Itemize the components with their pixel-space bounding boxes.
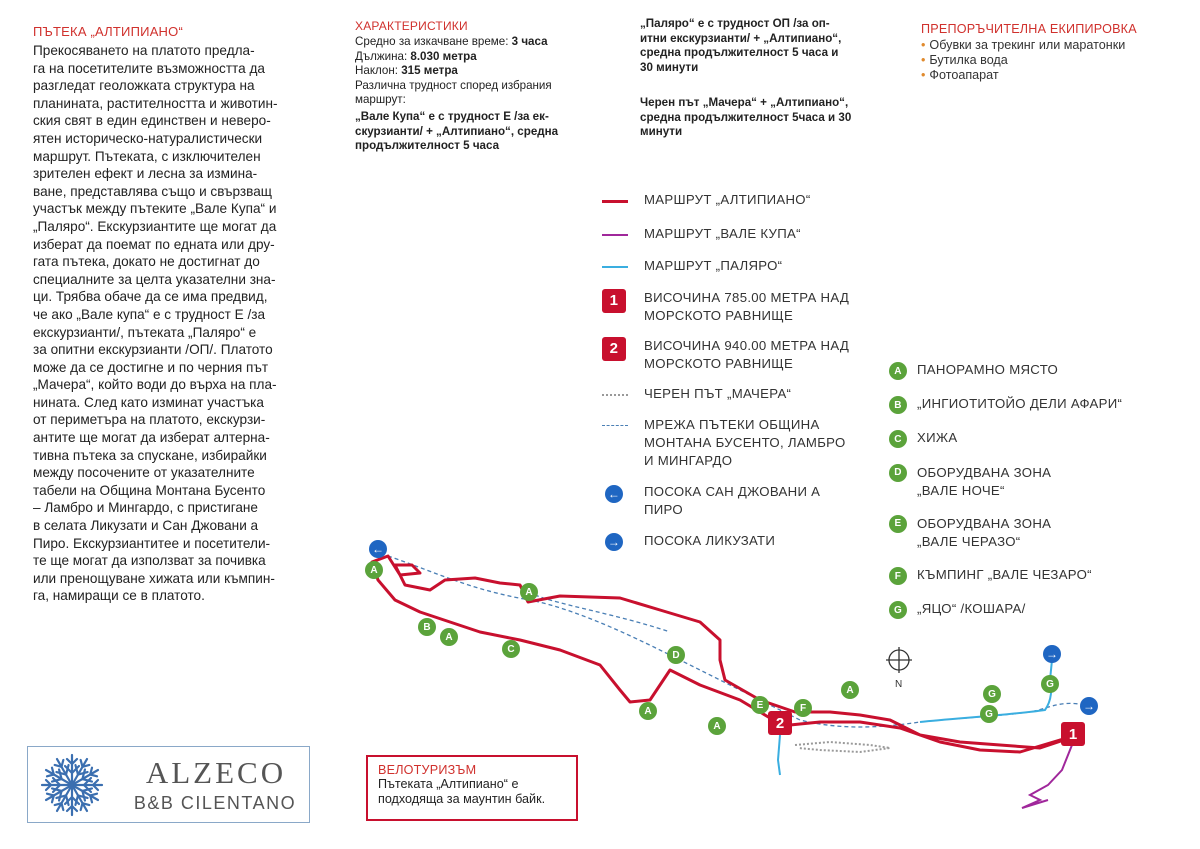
poi-label: „ЯЦО“ /КОШАРА/ (917, 601, 1026, 616)
route-info-line: продължителност 5 часа (355, 139, 500, 153)
legend-label: МАРШРУТ „АЛТИПИАНО“ (644, 192, 811, 207)
map-arrow-right-icon: → (1043, 645, 1061, 663)
avg-time-label: Средно за изкачване време: (355, 35, 512, 48)
peak-2-badge-icon: 2 (602, 337, 626, 361)
equipment-item: • Обувки за трекинг или маратонки (921, 38, 1125, 53)
description-line: за опитни екскурзианти /ОП/. Платото (33, 342, 273, 358)
logo-name: ALZECO (145, 755, 287, 790)
poi-label: ОБОРУДВАНА ЗОНА (917, 516, 1052, 531)
network-trail (535, 595, 670, 632)
poi-c-icon: C (889, 430, 907, 448)
specs-title: ХАРАКТЕРИСТИКИ (355, 19, 468, 33)
route-info-line: средна продължителност 5 часа и (640, 46, 839, 60)
length-label: Дължина: (355, 49, 411, 63)
map-marker-d: D (667, 646, 685, 664)
legend-label: ПОСОКА САН ДЖОВАНИ А (644, 484, 821, 499)
peak-1-badge-icon: 1 (602, 289, 626, 313)
equipment-item: • Бутилка вода (921, 53, 1125, 68)
legend-label: ВИСОЧИНА 940.00 МЕТРА НАД (644, 338, 850, 353)
route-info-line: Черен път „Мачера“ + „Алтипиано“, (640, 96, 849, 109)
logo-subtitle: B&B CILENTANO (133, 793, 297, 813)
description-line: антите ще могат да изберат алтерна- (33, 430, 270, 446)
legend-label: ВИСОЧИНА 785.00 МЕТРА НАД (644, 290, 850, 305)
avg-time-value: 3 часа (511, 35, 548, 48)
description-line: изберат да поемат по едната или дру- (33, 236, 275, 252)
cycling-box (366, 755, 578, 821)
map-marker-g: G (1041, 675, 1059, 693)
legend-label: ПОСОКА ЛИКУЗАТИ (644, 533, 776, 548)
cycling-line: подходяща за маунтин байк. (378, 792, 546, 806)
legend-label: ПИРО (644, 502, 683, 517)
map-arrow-right-icon: → (1080, 697, 1098, 715)
description-line: планината, растителността и животин- (33, 95, 278, 111)
poi-d-icon: D (889, 464, 907, 482)
length-value: 8.030 метра (410, 49, 477, 63)
map-marker-a: A (639, 702, 657, 720)
description-line: – Ламбро и Мингардо, с пристигане (33, 500, 258, 516)
slope-label: Наклон: (355, 64, 402, 78)
legend-label: МАРШРУТ „ПАЛЯРО“ (644, 258, 783, 273)
poi-label: КЪМПИНГ „ВАЛЕ ЧЕЗАРО“ (917, 567, 1092, 582)
cycling-text (378, 777, 566, 807)
map-arrow-left-icon: ← (369, 540, 387, 558)
map-marker-c: C (502, 640, 520, 658)
slope-value: 315 метра (401, 64, 458, 78)
poi-label: ХИЖА (917, 430, 958, 445)
description-line: в селата Ликузати и Сан Джовани а (33, 518, 259, 534)
description-line: ския свят в един единствен и неверо- (33, 113, 271, 129)
poi-label: „ВАЛЕ НОЧЕ“ (917, 483, 1005, 498)
description-line: Пиро. Екскурзиантитее и посетители- (33, 535, 271, 551)
description-line: га, намиращи се в платото. (33, 588, 205, 604)
poi-a-icon: A (889, 362, 907, 380)
map-marker-a: A (520, 583, 538, 601)
vale-kupa-trail (1022, 745, 1072, 808)
poi-label: ПАНОРАМНО МЯСТО (917, 362, 1059, 377)
cycling-title: ВЕЛОТУРИЗЪМ (378, 763, 477, 777)
map-peak-1-badge: 1 (1061, 722, 1085, 746)
description-line: че ако „Вале купа“ е с трудност Е /за (33, 306, 266, 322)
machera-road (795, 742, 890, 752)
map-peak-2-badge: 2 (768, 711, 792, 735)
poi-g-icon: G (889, 601, 907, 619)
description-line: зрителен ефект и лесна за изминa- (33, 166, 258, 182)
palyaro-trail (778, 735, 780, 775)
poi-label: „ИНГИОТИТОЙО ДЕЛИ АФАРИ“ (917, 396, 1123, 411)
arrow-left-icon: ← (605, 485, 623, 503)
description-line: табели на Община Монтана Бусенто (33, 482, 266, 498)
description-line: специалните за целта указателни зна- (33, 271, 276, 287)
route-info-line: „Паляро“ е с трудност ОП /за оп- (640, 17, 830, 30)
map-marker-a: A (440, 628, 458, 646)
route-info-line: „Вале Купа“ е с трудност Е /за ек- (355, 109, 549, 123)
description-line: между посочените от указателните (33, 465, 255, 481)
description-line: разгледат геоложката структура на (33, 78, 255, 94)
poi-b-icon: B (889, 396, 907, 414)
map-marker-a: A (365, 561, 383, 579)
map-marker-a: A (841, 681, 859, 699)
route-info-line: 30 минути (640, 60, 699, 74)
description-line: от периметъра на платото, екскурзи- (33, 412, 266, 428)
map-marker-b: B (418, 618, 436, 636)
arrow-right-icon: → (605, 533, 623, 551)
description-line: Прекосяването на платото предла- (33, 43, 255, 58)
legend-label: МОНТАНА БУСЕНТО, ЛАМБРО (644, 435, 846, 450)
route-info-line: минути (640, 125, 683, 139)
map-marker-a: A (708, 717, 726, 735)
description-line: ятен историческо-натуралистически (33, 130, 263, 146)
map-marker-f: F (794, 699, 812, 717)
poi-f-icon: F (889, 567, 907, 585)
description-line: маршрут. Пътеката, с изключителен (33, 148, 261, 164)
legend-label: МРЕЖА ПЪТЕКИ ОБЩИНА (644, 417, 820, 432)
poi-e-icon: E (889, 515, 907, 533)
map-marker-e: E (751, 696, 769, 714)
description-line: тивна пътека за спускане, избирайки (33, 447, 267, 463)
cycling-line: Пътеката „Алтипиано“ е (378, 777, 519, 791)
difficulty-text: Различна трудност според избрания (355, 78, 552, 92)
description-line: га на посетителите възможността да (33, 60, 265, 76)
equipment-title: ПРЕПОРЪЧИТЕЛНА ЕКИПИРОВКА (921, 22, 1137, 36)
legend-label: И МИНГАРДО (644, 453, 733, 468)
poi-label: ОБОРУДВАНА ЗОНА (917, 465, 1052, 480)
description-line: нината. След като изминат участъка (33, 394, 264, 410)
map-marker-g: G (983, 685, 1001, 703)
description-line: „Мачера“, който води до върха на пла- (33, 377, 277, 393)
north-label: N (895, 679, 903, 690)
route-info-line: средна продължителност 5часа и 30 (640, 110, 852, 124)
description-line: гата пътека, докато не достигнат до (33, 254, 260, 270)
difficulty-text: маршрут: (355, 93, 406, 107)
equipment-item: • Фотоапарат (921, 68, 1125, 83)
compass-icon (886, 647, 912, 673)
map-marker-g: G (980, 705, 998, 723)
legend-label: ЧЕРЕН ПЪТ „МАЧЕРА“ (644, 386, 792, 401)
description-line: или пренощуване хижата или къмпин- (33, 570, 275, 586)
description-line: „Паляро“. Екскурзиантите ще могат да (33, 218, 277, 234)
legend-label: МОРСКОТО РАВНИЩЕ (644, 308, 794, 323)
route-info-line: скурзианти/ + „Алтипиано“, средна (355, 124, 559, 138)
description-line: участък между пътеките „Вале Купа“ и (33, 201, 277, 217)
description-line: ци. Трябва обаче да се има предвид, (33, 289, 268, 305)
description-line: може да се достигне и по черния път (33, 359, 269, 375)
legend-label: МОРСКОТО РАВНИЩЕ (644, 356, 794, 371)
description-line: ване, представлява също и свързващ (33, 183, 272, 199)
description-line: екскурзианти/, пътеката „Паляро“ е (33, 324, 257, 340)
trail-title: ПЪТЕКА „АЛТИПИАНО“ (33, 24, 183, 39)
legend-label: МАРШРУТ „ВАЛЕ КУПА“ (644, 226, 801, 241)
poi-label: „ВАЛЕ ЧЕРАЗО“ (917, 534, 1021, 549)
route-info-line: итни екскурзианти/ + „Алтипиано“, (640, 31, 842, 45)
description-line: те ще могат да използват за почивка (33, 553, 266, 569)
